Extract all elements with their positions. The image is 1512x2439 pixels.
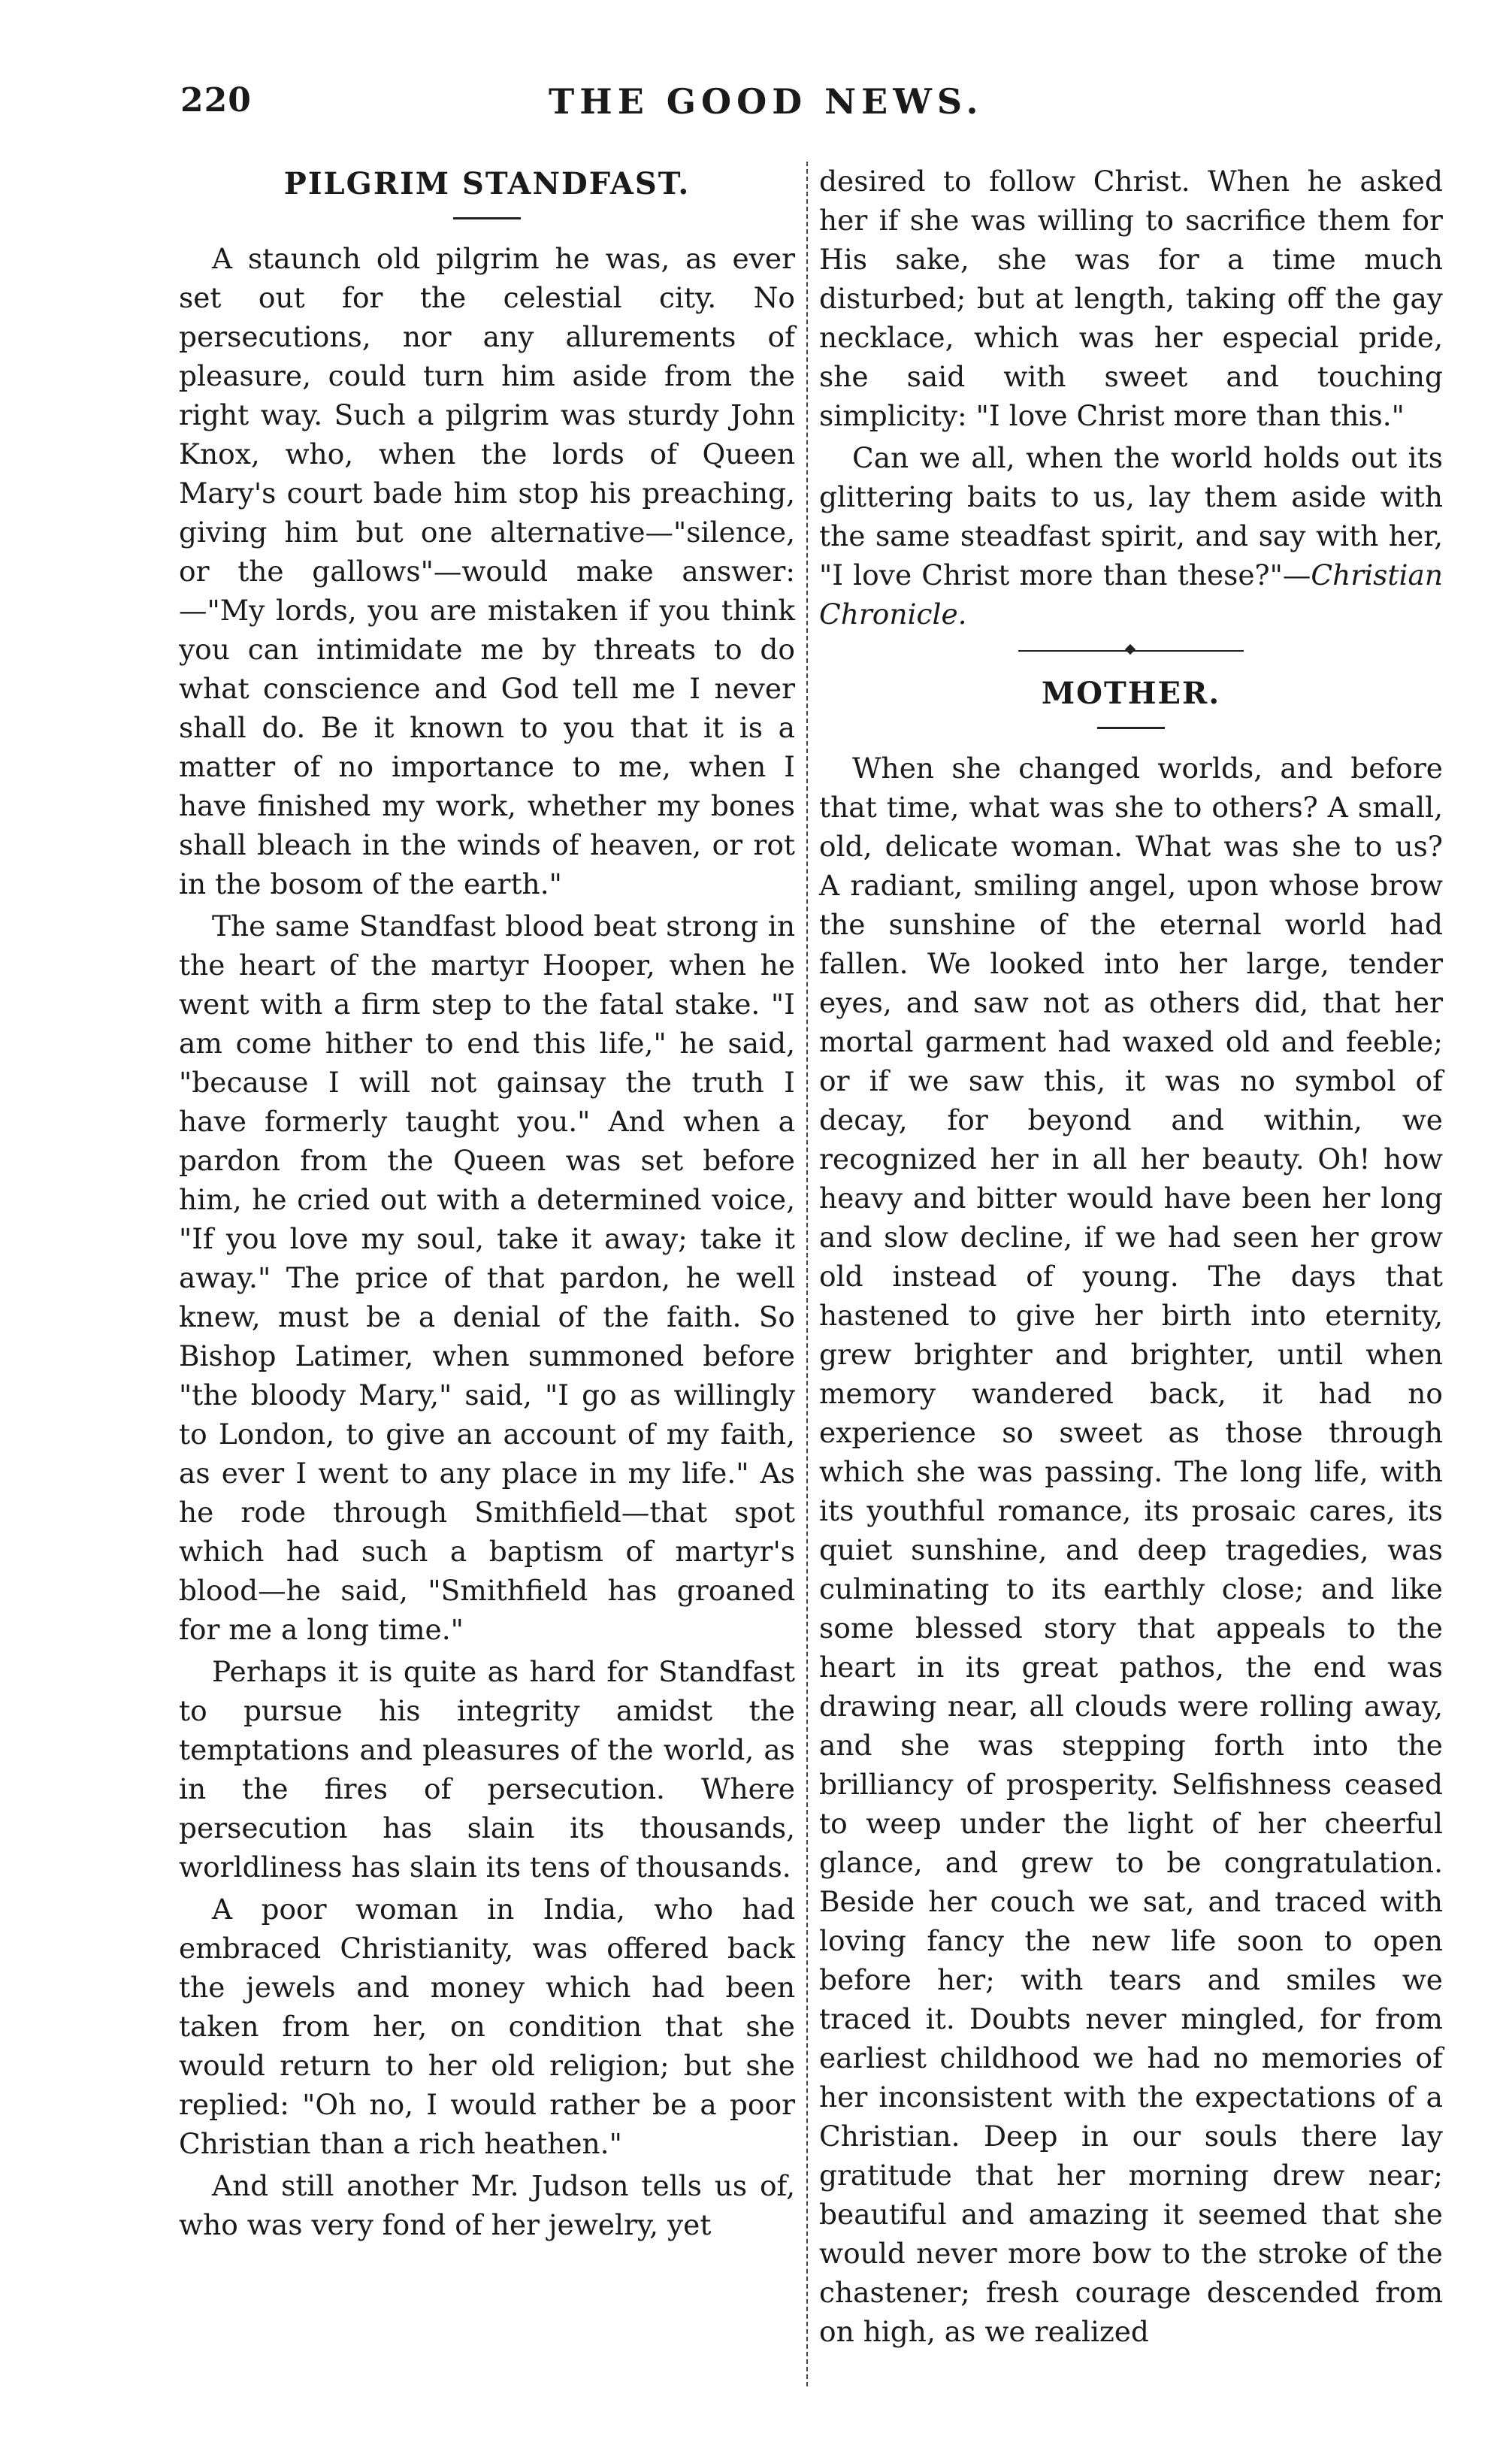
article-title-pilgrim-standfast: PILGRIM STANDFAST. bbox=[283, 166, 691, 201]
left-column bbox=[179, 162, 795, 2244]
right-column bbox=[819, 162, 1443, 2351]
paragraph bbox=[819, 438, 1443, 634]
paragraph: A staunch old pilgrim he was, as ever set out for the celestial city. No persecutions, nor any allurements of pleasure, could turn him aside from the right way. Such a pilgrim was sturdy John Knox, who, when the lords of Queen Mary's court bade him stop his preaching, giving him but one alternative—"silence, or the gallows"—would make answer:—"My lords, you are mistaken if you think you can intimidate me by threats to do what conscience and God tell me I never shall do. Be it known to you that it is a matter of no importance to me, when I have finished my work, whether my bones shall bleach in the winds of heaven, or rot in the bosom of the earth." bbox=[179, 242, 795, 900]
paragraph: A poor woman in India, who had embraced Christianity, was offered back the jewels and money which had been taken from her, on condition that she would return to her old religion; but she replied: "Oh no, I would rather be a poor Christian than a rich heathen." bbox=[179, 1893, 795, 2160]
attribution: Christian Chronicle. bbox=[819, 558, 1443, 631]
paragraph-text: Can we all, when the world holds out its glittering baits to us, lay them aside with the same steadfast spirit, and say with her, "I love Christ more than these?"— bbox=[819, 441, 1443, 592]
page-header bbox=[158, 81, 1435, 134]
title-rule bbox=[453, 217, 521, 219]
paragraph: Perhaps it is quite as hard for Standfast to pursue his integrity amidst the temptations and pleasures of the world, as in the fires of persecution. Where persecution has slain its thousands, worldliness has slain its tens of thousands. bbox=[179, 1655, 795, 1884]
running-title: THE GOOD NEWS. bbox=[549, 81, 984, 122]
ornament-divider bbox=[1018, 646, 1244, 656]
page-number: 220 bbox=[180, 81, 252, 120]
title-rule bbox=[1097, 727, 1165, 729]
paragraph-continued: desired to follow Christ. When he asked her if she was willing to sacrifice them for His sake, she was for a time much disturbed; but at length, taking off the gay necklace, which was her especial pride, she said with sweet and touching simplicity: "I love Christ more than this." bbox=[819, 165, 1443, 432]
paragraph: The same Standfast blood beat strong in the heart of the martyr Hooper, when he went with a firm step to the fatal stake. "I am come hither to end this life," he said, "because I will not gainsay the truth I have formerly taught you." And when a pardon from the Queen was set before him, he cried out with a determined voice, "If you love my soul, take it away; take it away." The price of that pardon, he well knew, must be a denial of the faith. So Bishop Latimer, when summoned before "the bloody Mary," said, "I go as willingly to London, to give an account of my faith, as ever I went to any place in my life." As he rode through Smithfield—that spot which had such a baptism of martyr's blood—he said, "Smithfield has groaned for me a long time." bbox=[179, 909, 795, 1646]
paragraph: And still another Mr. Judson tells us of, who was very fond of her jewelry, yet bbox=[179, 2169, 795, 2241]
article-title-mother: MOTHER. bbox=[1041, 676, 1221, 711]
column-divider bbox=[806, 162, 808, 2386]
paragraph: When she changed worlds, and before that time, what was she to others? A small, old, delicate woman. What was she to us? A radiant, smiling angel, upon whose brow the sunshine of the eternal world had fallen. We looked into her large, tender eyes, and saw not as others did, that her mortal garment had waxed old and feeble; or if we saw this, it was no symbol of decay, for beyond and within, we recognized her in all her beauty. Oh! how heavy and bitter would have been her long and slow decline, if we had seen her grow old instead of young. The days that hastened to give her birth into eternity, grew brighter and brighter, until when memory wandered back, it had no experience so sweet as those through which she was passing. The long life, with its youthful romance, its prosaic cares, its quiet sunshine, and deep tragedies, was culminating to its earthly close; and like some blessed story that appeals to the heart in its great pathos, the end was drawing near, all clouds were rolling away, and she was stepping forth into the brilliancy of prosperity. Selfishness ceased to weep under the light of her cheerful glance, and grew to be congratulation. Beside her couch we sat, and traced with loving fancy the new life soon to open before her; with tears and smiles we traced it. Doubts never mingled, for from earliest childhood we had no memories of her inconsistent with the expectations of a Christian. Deep in our souls there lay gratitude that her morning drew near; beautiful and amazing it seemed that she would never more bow to the stroke of the chastener; fresh courage descended from on high, as we realized bbox=[819, 752, 1443, 2348]
diamond-ornament-icon bbox=[1125, 644, 1136, 655]
